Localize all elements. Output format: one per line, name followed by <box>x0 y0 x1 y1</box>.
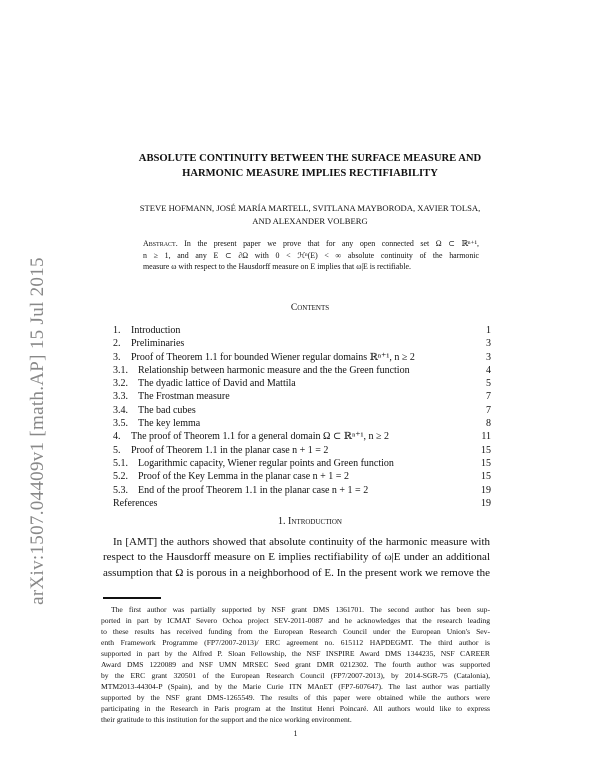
footnote-line: by the ERC grant 320501 of the European Research Council (FP7/2007-2013), by 2014-SGR-75 (Catalonia), <box>101 671 490 681</box>
toc-entry-page: 15 <box>481 471 491 483</box>
toc-entry-number: 2. <box>113 338 121 350</box>
toc-entry-page: 19 <box>481 497 491 509</box>
toc-entry-label <box>113 470 471 483</box>
toc-entry-number: 5.3. <box>113 484 128 496</box>
abstract-line: n ≥ 1, and any E ⊂ ∂Ω with 0 < ℋⁿ(E) < ∞ absolute continuity of the harmonic <box>143 250 479 260</box>
toc-entry-number: 1. <box>113 325 121 336</box>
toc-entry[interactable] <box>113 417 491 430</box>
toc-entry-page: 15 <box>481 457 491 469</box>
toc-entry-title: Preliminaries <box>131 338 185 350</box>
toc-entry-page: 19 <box>481 484 491 496</box>
toc-entry[interactable] <box>113 484 491 497</box>
title-line: ABSOLUTE CONTINUITY BETWEEN THE SURFACE MEASURE AND <box>138 153 482 164</box>
toc-entry-label <box>113 417 476 430</box>
toc-entry[interactable] <box>113 470 491 483</box>
toc-entry[interactable] <box>113 457 491 470</box>
toc-entry-number: 5.1. <box>113 457 128 469</box>
toc-entry-title: The proof of Theorem 1.1 for a general domain Ω ⊂ ℝⁿ⁺¹, n ≥ 2 <box>131 431 390 443</box>
arxiv-stamp: arXiv:1507.04409v1 [math.AP] 15 Jul 2015 <box>27 257 48 605</box>
toc-entry[interactable] <box>113 390 491 403</box>
toc-entry-label <box>113 444 471 457</box>
toc-entry-title: End of the proof Theorem 1.1 in the planar case n + 1 = 2 <box>138 484 369 496</box>
toc-entry-label <box>113 484 471 497</box>
footnote-line: supported in part by the Alfred P. Sloan Fellowship, the NSF INSPIRE Award DMS 1344235, NSF CAREER <box>101 648 490 658</box>
toc-entry-title: References <box>113 497 158 509</box>
toc-entry-page: 8 <box>486 418 491 430</box>
toc-entry-number: 3. <box>113 351 121 363</box>
body-line: In [AMT] the authors showed that absolute continuity of the harmonic measure with <box>113 536 490 548</box>
toc-entry-number: 5. <box>113 444 121 456</box>
toc-entry-page: 3 <box>486 351 491 363</box>
toc-entry-number: 3.3. <box>113 391 128 403</box>
toc-entry-number: 3.5. <box>113 418 128 430</box>
toc-entry-label <box>113 404 476 417</box>
toc-entry-page: 1 <box>486 325 491 336</box>
page-bottom <box>101 597 490 739</box>
toc-entry[interactable] <box>113 497 491 510</box>
toc-entry-label <box>113 324 476 337</box>
toc-entry-title: Relationship between harmonic measure and the the Green function <box>138 364 410 376</box>
abstract-label: Abstract. <box>143 239 178 248</box>
authors-line: STEVE HOFMANN, JOSÉ MARÍA MARTELL, SVITLANA MAYBORODA, XAVIER TOLSA, <box>139 203 481 213</box>
toc-entry-number: 3.1. <box>113 364 128 376</box>
toc-entry-page: 11 <box>481 431 491 443</box>
footnote-rule <box>103 597 161 599</box>
footnote-line: The first author was partially supported by NSF grant DMS 1361701. The second author has been sup- <box>111 604 490 614</box>
toc-entry[interactable] <box>113 404 491 417</box>
title-line: HARMONIC MEASURE IMPLIES RECTIFIABILITY <box>182 168 438 179</box>
toc-entry-page: 7 <box>486 404 491 416</box>
toc-entry[interactable] <box>113 351 491 364</box>
footnote-line: Award DMS 1220089 and NSF UMN MRSEC Seed grant DMR 0212302. The fourth author was supported <box>101 659 490 669</box>
toc-entry-page: 4 <box>486 364 491 376</box>
abstract-line: In the present paper we prove that for any open connected set Ω ⊂ ℝⁿ⁺¹, <box>184 239 479 248</box>
toc-entry-label <box>113 377 476 390</box>
footnote <box>101 604 490 726</box>
toc-entry-title: Proof of the Key Lemma in the planar case n + 1 = 2 <box>138 471 349 483</box>
toc-entry-page: 3 <box>486 338 491 350</box>
toc-entry-title: Introduction <box>131 325 181 336</box>
toc-entry-title: The key lemma <box>138 418 201 430</box>
toc-entry-page: 7 <box>486 391 491 403</box>
toc-entry-label <box>113 337 476 350</box>
footnote-line: enth Framework Programme (FP7/2007-2013)/ ERC agreement no. 615112 HAPDEGMT. The third author is <box>101 637 490 647</box>
introduction-body <box>103 535 490 581</box>
toc-entry-label <box>113 351 476 364</box>
footnote-line: ported in part by ICMAT Severo Ochoa project SEV-2011-0087 and he acknowledges that the research leading <box>101 615 490 625</box>
footnote-line: MTM2013-44304-P (Spain), and by the Marie Curie ITN MAnET (FP7-607647). The last author was partially <box>101 682 490 692</box>
toc-entry-number: 3.2. <box>113 378 128 390</box>
toc-entry-title: The dyadic lattice of David and Mattila <box>138 378 296 390</box>
authors-line: AND ALEXANDER VOLBERG <box>252 216 368 226</box>
author-list <box>90 202 530 228</box>
toc-entry-label <box>113 390 476 403</box>
toc-entry-title: Logarithmic capacity, Wiener regular points and Green function <box>138 457 394 469</box>
toc-entry-title: The Frostman measure <box>138 391 230 403</box>
footnote-line: their gratitude to this institution for the support and the nice working environment. <box>101 715 352 725</box>
toc-entry-label <box>113 430 471 443</box>
toc-entry-title: Proof of Theorem 1.1 in the planar case n + 1 = 2 <box>131 444 329 456</box>
page-number: 1 <box>293 728 298 738</box>
toc-entry[interactable] <box>113 324 491 337</box>
toc-entry[interactable] <box>113 430 491 443</box>
body-line: assumption that Ω is porous in a neighborhood of E. In the present work we remove the <box>103 566 490 579</box>
toc-entry-title: Proof of Theorem 1.1 for bounded Wiener regular domains ℝⁿ⁺¹, n ≥ 2 <box>131 351 415 363</box>
abstract <box>143 238 479 273</box>
toc-entry-number: 5.2. <box>113 471 128 483</box>
contents-heading: Contents <box>290 302 330 313</box>
toc-entry[interactable] <box>113 337 491 350</box>
table-of-contents <box>113 324 491 510</box>
toc-entry-label <box>113 497 471 510</box>
toc-entry-label <box>113 364 476 377</box>
toc-entry-page: 15 <box>481 444 491 456</box>
toc-entry[interactable] <box>113 364 491 377</box>
section-heading-introduction: 1. Introduction <box>278 516 342 527</box>
toc-entry-title: The bad cubes <box>138 404 196 416</box>
toc-entry[interactable] <box>113 444 491 457</box>
toc-entry-number: 4. <box>113 431 121 443</box>
body-line: respect to the Hausdorff measure on E implies rectifiability of ω|E under an additional <box>103 551 490 564</box>
paper-title <box>100 151 520 181</box>
toc-entry-label <box>113 457 471 470</box>
toc-entry-number: 3.4. <box>113 404 128 416</box>
toc-entry[interactable] <box>113 377 491 390</box>
abstract-line: measure ω with respect to the Hausdorff measure on E implies that ω|E is rectifiable. <box>143 262 411 271</box>
footnote-line: supported by the NSF grant DMS-1265549. The results of this paper were obtained while the authors were <box>101 693 490 703</box>
footnote-line: to these results has received funding from the European Research Council under the European Union's Sev- <box>101 626 490 636</box>
footnote-line: participating in the Research in Paris program at the Institut Henri Poincaré. All authors would like to express <box>101 704 490 714</box>
toc-entry-page: 5 <box>486 378 491 390</box>
